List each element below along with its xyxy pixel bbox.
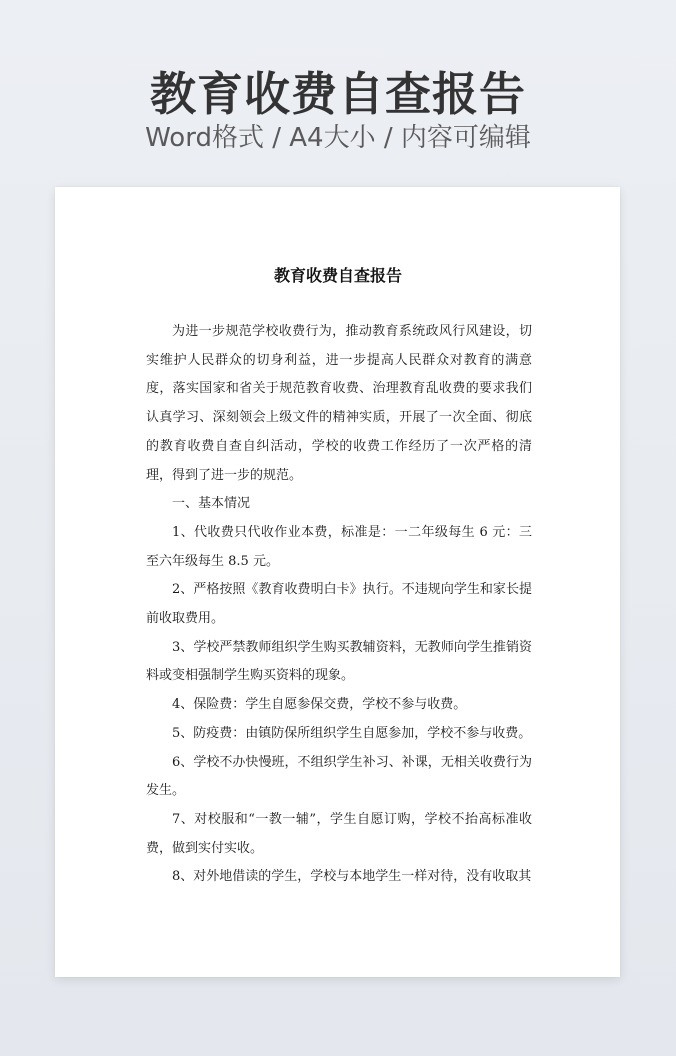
list-item-1: 1、代收费只代收作业本费，标准是：一二年级每生 6 元：三至六年级每生 8.5 元。 [146,524,532,569]
list-item-8: 8、对外地借读的学生，学校与本地学生一样对待，没有收取其 [172,869,532,885]
list-item-4: 4、保险费：学生自愿参保交费，学校不参与收费。 [172,697,467,713]
document-body [146,318,532,892]
section-heading-basic-situation: 一、基本情况 [172,496,251,512]
list-item-3: 3、学校严禁教师组织学生购买教辅资料，无教师向学生推销资料或变相强制学生购买资料的现象。 [146,639,532,684]
banner-title: 教育收费自查报告 [150,67,526,121]
intro-paragraph: 为进一步规范学校收费行为，推动教育系统政风行风建设，切实维护人民群众的切身利益，进一步提高人民群众对教育的满意度，落实国家和省关于规范教育收费、治理教育乱收费的要求我们认真学习、深刻领会上级文件的精神实质，开展了一次全面、彻底的教育收费自查自纠活动，学校的收费工作经历了一次严格的清理，得到了进一步的规范。 [146,324,532,483]
document-title: 教育收费自查报告 [273,266,402,285]
list-item-5: 5、防疫费：由镇防保所组织学生自愿参加，学校不参与收费。 [172,725,532,741]
list-item-7: 7、对校服和“一教一辅”，学生自愿订购，学校不抬高标准收费，做到实付实收。 [146,811,532,856]
list-item-6: 6、学校不办快慢班，不组织学生补习、补课，无相关收费行为发生。 [146,754,532,799]
list-item-2: 2、严格按照《教育收费明白卡》执行。不违规向学生和家长提前收取费用。 [146,582,532,627]
banner-subtitle: Word格式 / A4大小 / 内容可编辑 [145,123,531,153]
